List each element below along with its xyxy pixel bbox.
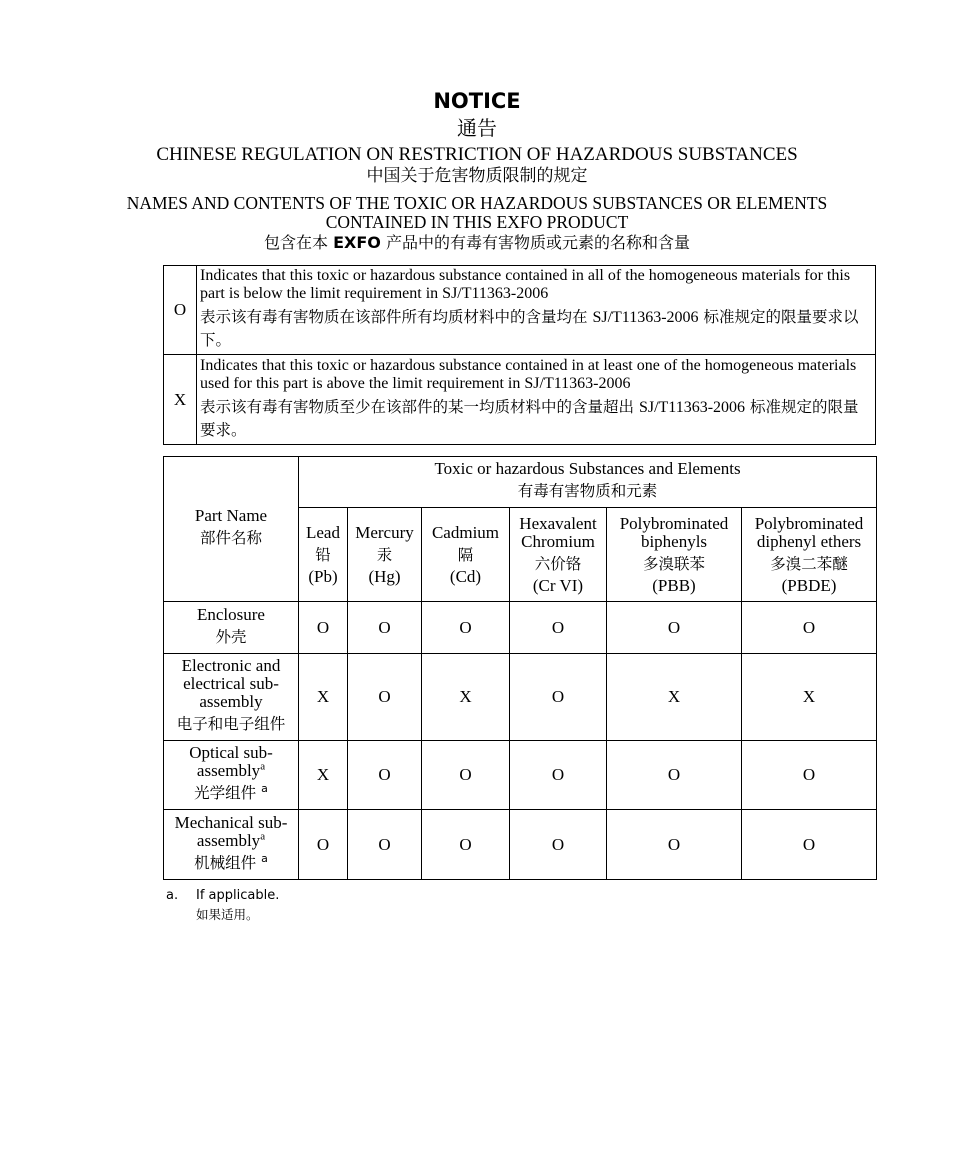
table-cell: O: [299, 602, 348, 654]
table-cell: X: [299, 741, 348, 810]
column-header-symbol: (Hg): [368, 566, 401, 586]
names-heading-cn-post: 产品中的有毒有害物质或元素的名称和含量: [380, 233, 690, 252]
footnote-line-en: [166, 886, 279, 905]
legend-row: [164, 355, 876, 445]
legend-description: [197, 355, 876, 445]
table-cell: X: [422, 654, 510, 741]
names-heading-line2: CONTAINED IN THIS EXFO PRODUCT: [325, 212, 629, 232]
legend-description-en: Indicates that this toxic or hazardous substance contained in all of the homogeneous materials for this part is below the limit requirement in SJ/T11363-2006: [200, 267, 851, 302]
column-header-cn: 多溴二苯醚: [770, 554, 848, 573]
table-cell: O: [510, 810, 607, 880]
table-cell: O: [348, 810, 422, 880]
table-cell: X: [742, 654, 877, 741]
footnote-ref: a: [261, 851, 268, 865]
table-cell: O: [299, 810, 348, 880]
column-header-symbol: (Cr VI): [532, 575, 584, 595]
names-heading-cn: [0, 232, 954, 254]
legend-cn-pre: 表示该有毒有害物质在该部件所有均质材料中的含量均在: [200, 308, 593, 326]
column-header-en: Mercury: [355, 522, 414, 542]
table-cell: O: [422, 602, 510, 654]
table-cell: O: [510, 654, 607, 741]
column-header-cn: 隔: [457, 545, 474, 564]
table-cell: O: [607, 741, 742, 810]
table-row: [164, 741, 877, 810]
legend-cn-post: 标准规定的限量要求以下。: [200, 308, 859, 349]
legend-table: [163, 265, 876, 445]
column-header-cadmium: [422, 508, 510, 602]
legend-description-en: Indicates that this toxic or hazardous substance contained in at least one of the homogeneous materials used for this part is above the limit requirement in SJ/T11363-2006: [200, 356, 857, 392]
legend-symbol: X: [164, 355, 197, 445]
legend-cn-pre: 表示该有毒有害物质至少在该部件的某一均质材料中的含量超出: [200, 397, 639, 416]
column-header-cn: 多溴联苯: [642, 554, 705, 573]
substances-table: [163, 456, 877, 880]
notice-title-cn: 通告: [457, 116, 497, 140]
table-cell: O: [742, 602, 877, 654]
part-name-header-en: Part Name: [194, 506, 268, 525]
column-header-symbol: (Pb): [308, 566, 338, 586]
table-cell: O: [348, 741, 422, 810]
column-header-symbol: (PBDE): [781, 575, 837, 595]
column-header-symbol: (Cd): [449, 566, 482, 586]
column-header-en: Polybrominated biphenyls: [619, 513, 729, 551]
column-header-hexavalent-chromium: [510, 508, 607, 602]
names-heading-cn-pre: 包含在本: [264, 233, 334, 252]
footnote-mark: a.: [166, 888, 179, 903]
part-name-cn-wrap: [164, 850, 298, 876]
legend-symbol: O: [164, 266, 197, 355]
legend-description-cn: [200, 306, 872, 351]
table-cell: O: [607, 602, 742, 654]
names-heading-cn-brand: EXFO: [333, 233, 381, 252]
table-row: [164, 602, 877, 654]
column-header-cn: 汞: [376, 545, 393, 564]
notice-title: NOTICE: [433, 89, 521, 113]
part-name-en: Optical sub-assembly: [189, 743, 273, 780]
column-header-pbde: [742, 508, 877, 602]
column-header-cn: 铅: [315, 545, 331, 564]
table-cell: O: [742, 810, 877, 880]
table-cell: O: [510, 741, 607, 810]
footnote-text-cn: 如果适用。: [196, 907, 259, 922]
part-name-cn: 电子和电子组件: [176, 715, 286, 733]
part-name-cn: 光学组件: [194, 784, 257, 802]
names-heading: [0, 194, 954, 232]
table-cell: X: [299, 654, 348, 741]
column-header-en: Lead: [306, 522, 340, 542]
table-cell: O: [422, 741, 510, 810]
footnote-ref: a: [260, 760, 266, 773]
part-name-header: [164, 457, 299, 602]
column-header-pbb: [607, 508, 742, 602]
part-name-en: Enclosure: [197, 604, 265, 624]
column-header-en: Polybrominated diphenyl ethers: [754, 513, 864, 551]
table-cell: X: [607, 654, 742, 741]
part-name-cn: 外壳: [215, 627, 247, 646]
footnote-text-en: If applicable.: [196, 888, 280, 903]
table-row: [164, 654, 877, 741]
legend-description-cn: [200, 396, 872, 441]
part-name-cell: [164, 602, 299, 654]
regulation-title: CHINESE REGULATION ON RESTRICTION OF HAZARDOUS SUBSTANCES: [156, 144, 798, 165]
part-name-cn: 机械组件: [194, 853, 257, 872]
table-header-row: [164, 457, 877, 508]
table-row: [164, 810, 877, 880]
column-header-cn: 六价铬: [534, 554, 582, 573]
part-name-en-wrap: [164, 814, 298, 850]
footnote-ref: a: [261, 781, 268, 795]
legend-cn-standard: SJ/T11363-2006: [592, 309, 699, 326]
column-header-mercury: [348, 508, 422, 602]
substances-group-header-cn: 有毒有害物质和元素: [517, 482, 658, 500]
column-header-lead: [299, 508, 348, 602]
legend-cn-standard: SJ/T11363-2006: [638, 398, 746, 416]
substances-group-header-en: Toxic or hazardous Substances and Elements: [434, 459, 741, 478]
part-name-cell: [164, 810, 299, 880]
legend-row: [164, 266, 876, 355]
part-name-en: Mechanical sub-assembly: [174, 812, 288, 850]
legend-description: [197, 266, 876, 355]
part-name-cell: [164, 654, 299, 741]
footnote-ref: a: [260, 829, 266, 842]
part-name-cn-wrap: [164, 780, 298, 806]
column-header-en: Hexavalent Chromium: [519, 513, 597, 551]
table-cell: O: [348, 602, 422, 654]
table-cell: O: [742, 741, 877, 810]
column-header-symbol: (PBB): [652, 575, 696, 595]
table-cell: O: [422, 810, 510, 880]
table-cell: O: [607, 810, 742, 880]
substances-group-header: [299, 457, 877, 508]
regulation-title-cn: 中国关于危害物质限制的规定: [366, 166, 588, 186]
names-heading-line1: NAMES AND CONTENTS OF THE TOXIC OR HAZARDOUS SUBSTANCES OR ELEMENTS: [126, 193, 828, 213]
table-cell: O: [348, 654, 422, 741]
footnote: [166, 886, 279, 924]
part-name-header-cn: 部件名称: [199, 529, 262, 547]
part-name-en-wrap: [164, 744, 298, 780]
legend-cn-post: 标准规定的限量要求。: [200, 397, 859, 439]
part-name-cell: [164, 741, 299, 810]
table-cell: O: [510, 602, 607, 654]
column-header-en: Cadmium: [431, 522, 500, 542]
part-name-en: Electronic and electrical sub-assembly: [181, 656, 281, 711]
